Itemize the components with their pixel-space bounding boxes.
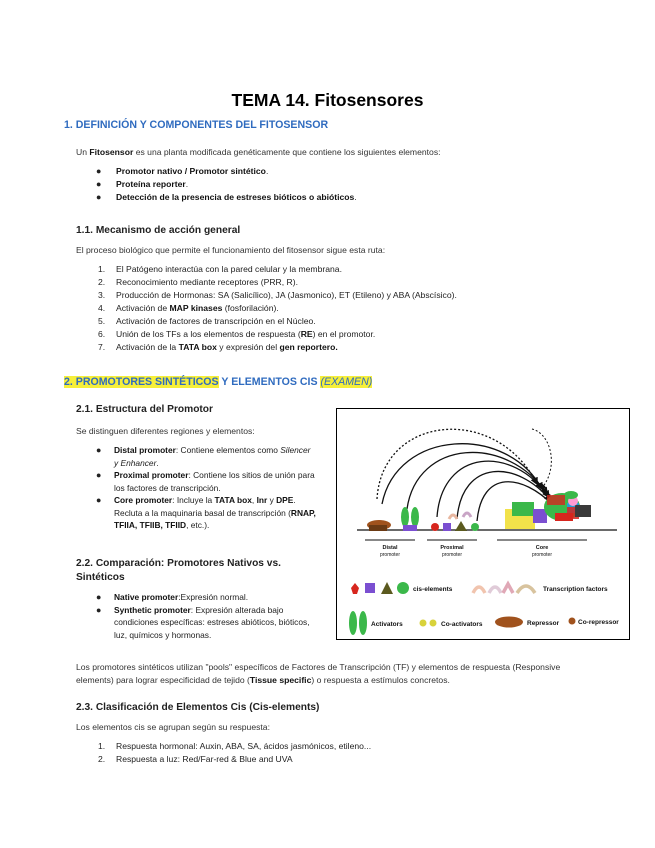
legend-triangle	[381, 582, 393, 594]
legend-tf-shape	[517, 586, 535, 593]
list-item: ● Promotor nativo / Promotor sintético.	[96, 166, 269, 176]
tf-shape	[449, 515, 457, 519]
legend-activator-shape	[359, 611, 367, 635]
legend-pentagon	[351, 583, 359, 594]
subsection-2-1-heading: 2.1. Estructura del Promotor	[76, 404, 213, 415]
list-item: 1. Respuesta hormonal: Auxin, ABA, SA, ácidos jasmónicos, etileno...	[98, 741, 372, 751]
list-item: 1. El Patógeno interactúa con la pared celular y la membrana.	[98, 264, 342, 274]
arc	[407, 452, 547, 509]
cis-element	[369, 525, 387, 531]
proximal-sublabel: promoter	[441, 552, 463, 558]
proximal-label: Proximal	[440, 545, 464, 551]
synthetic-promoters-paragraph: Los promotores sintéticos utilizan "pools" específicos de Factores de Transcripción (TF) y elementos de respuesta (Responsive elements) para lograr especificidad de tejido (Tissue specific) o respuesta a estímulos concretos.	[76, 662, 561, 685]
list-item: 4. Activación de MAP kinases (fosforilación).	[98, 303, 279, 313]
list-item: ● Proteína reporter.	[96, 179, 189, 189]
mechanism-steps	[76, 263, 457, 354]
subsection-1-1-intro: El proceso biológico que permite el funcionamiento del fitosensor sigue esta ruta:	[76, 245, 386, 255]
basal-machinery	[512, 502, 534, 516]
distal-label: Distal	[382, 545, 398, 551]
list-item: 5. Activación de factores de transcripción en el Núcleo.	[98, 316, 316, 326]
cis-element	[455, 521, 467, 531]
page-title: TEMA 14. Fitosensores	[231, 90, 424, 110]
legend-corepressor-shape	[569, 618, 576, 625]
section-1-heading: 1. DEFINICIÓN Y COMPONENTES DEL FITOSENSOR	[64, 119, 329, 131]
list-item: 6. Unión de los TFs a los elementos de respuesta (RE) en el promotor.	[98, 329, 376, 339]
activator-shape	[411, 507, 419, 527]
section-2-heading: 2. PROMOTORES SINTÉTICOS Y ELEMENTOS CIS (EXAMEN)	[64, 376, 373, 388]
component-list	[76, 165, 357, 204]
legend-repressor-label: Repressor	[527, 620, 560, 627]
legend-square	[365, 583, 375, 593]
list-item: ● Detección de la presencia de estreses bióticos o abióticos.	[96, 192, 357, 202]
legend-circle	[397, 582, 409, 594]
basal-machinery	[547, 495, 565, 505]
section-1-intro: Un Fitosensor es una planta modificada genéticamente que contiene los siguientes elementos:	[76, 147, 441, 157]
basal-machinery	[575, 505, 591, 517]
list-item: ● Distal promoter: Contiene elementos como Silencer y Enhancer.	[96, 445, 311, 468]
legend-tf-shape	[473, 587, 485, 593]
subsection-2-3-heading: 2.3. Clasificación de Elementos Cis (Cis-elements)	[76, 702, 320, 713]
promoter-diagram	[337, 409, 629, 639]
cis-element	[403, 525, 417, 531]
comparison-list	[76, 591, 316, 641]
list-item: 2. Respuesta a luz: Red/Far-red & Blue and UVA	[98, 754, 293, 764]
legend-corepressor-label: Co-repressor	[578, 619, 619, 626]
legend-activators-label: Activators	[371, 621, 403, 628]
activator-shape	[401, 507, 409, 527]
core-label: Core	[535, 545, 549, 551]
subsection-2-1-intro: Se distinguen diferentes regiones y elementos:	[76, 426, 255, 436]
list-item: ● Proximal promoter: Contiene los sitios de unión para los factores de transcripción.	[96, 470, 315, 493]
distal-sublabel: promoter	[379, 552, 401, 558]
legend-cis-label: cis-elements	[413, 586, 453, 593]
subsection-1-1-heading: 1.1. Mecanismo de acción general	[76, 225, 241, 236]
list-item: 7. Activación de la TATA box y expresión del gen reportero.	[98, 342, 338, 352]
list-item: ● Synthetic promoter: Expresión alterada bajo condiciones específicas: estreses abióticos, bióticos, luz, químicos y hormonas.	[96, 604, 310, 640]
legend-coactivator-shape	[420, 620, 427, 627]
legend-tf-label: Transcription factors	[543, 586, 608, 593]
subsection-2-2-heading: 2.2. Comparación: Promotores Nativos vs. Sintéticos	[76, 558, 281, 583]
cis-element	[443, 523, 451, 531]
legend-repressor-shape	[495, 617, 523, 628]
legend-tf-shape	[489, 587, 501, 593]
list-item: ● Native promoter:Expresión normal.	[96, 592, 249, 602]
list-item: ● Core promoter: Incluye la TATA box, Inr y DPE. Recluta a la maquinaria basal de transcripción (RNAP, TFIIA, TFIIB, TFIID, etc.).	[96, 495, 316, 530]
promoter-regions-list	[76, 444, 316, 532]
dashed-arc	[377, 429, 537, 499]
cis-element	[471, 523, 479, 531]
legend-tf-shape	[503, 584, 513, 593]
cis-element	[431, 523, 439, 531]
legend-coactivator-shape	[430, 620, 437, 627]
promoter-structure-figure	[336, 408, 630, 640]
subsection-2-3-intro: Los elementos cis se agrupan según su respuesta:	[76, 722, 270, 732]
legend-coactivators-label: Co-activators	[441, 621, 483, 628]
core-sublabel: promoter	[531, 552, 553, 558]
cis-elements-list	[76, 740, 371, 766]
list-item: 2. Reconocimiento mediante receptores (PRR, R).	[98, 277, 298, 287]
basal-machinery	[564, 491, 578, 499]
tf-shape	[463, 513, 471, 517]
legend-activator-shape	[349, 611, 357, 635]
list-item: 3. Producción de Hormonas: SA (Salicílico), JA (Jasmonico), ET (Etileno) y ABA (Abscísico).	[98, 290, 457, 300]
